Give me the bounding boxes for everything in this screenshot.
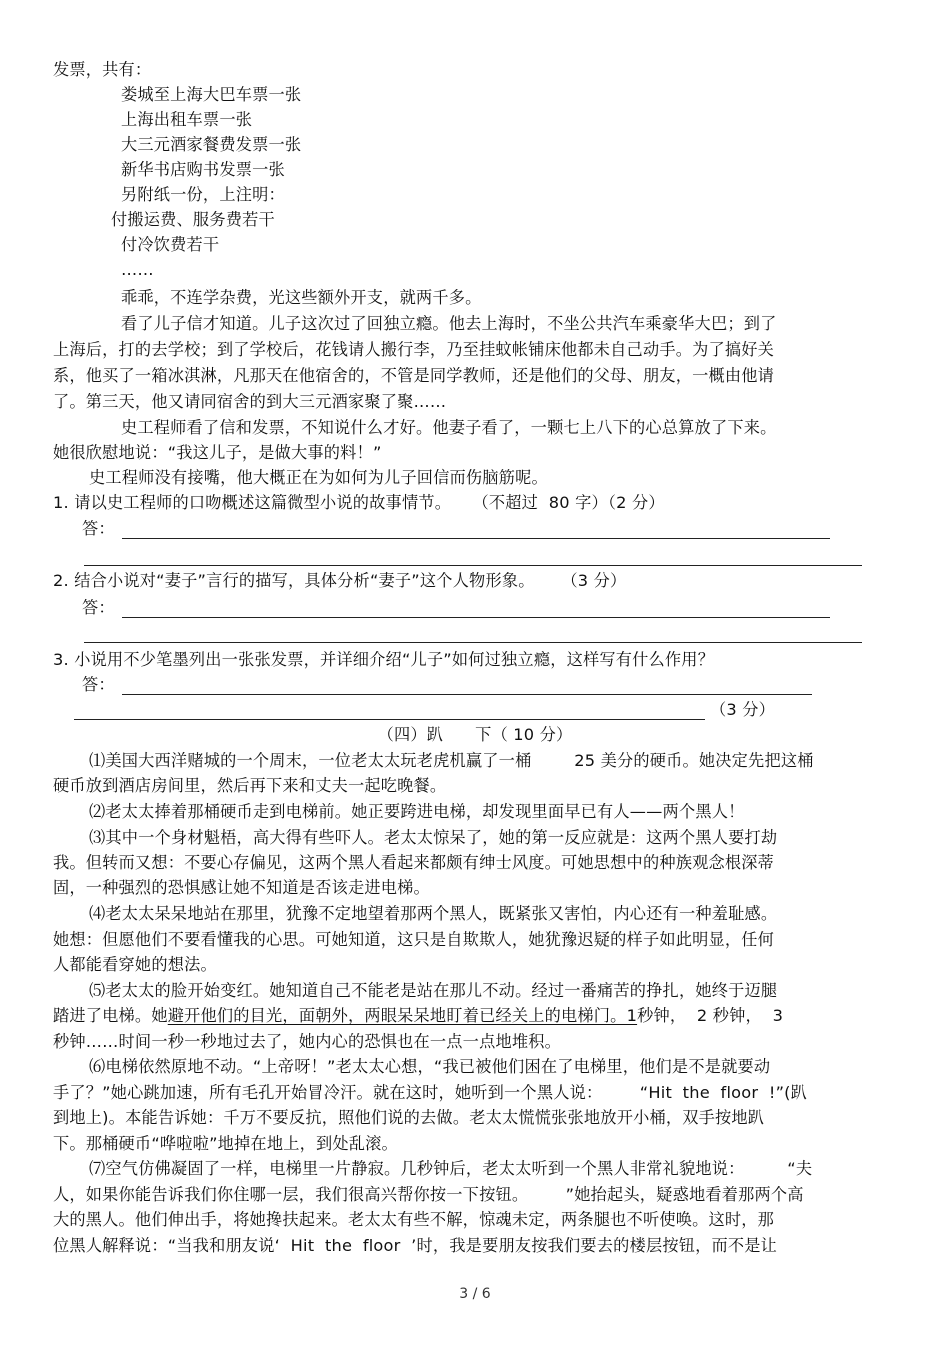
section-paragraph-line: 固，一种强烈的恐惧感让她不知道是否该走进电梯。 bbox=[53, 878, 430, 897]
receipt-item: 付搬运费、服务费若干 bbox=[111, 210, 275, 229]
story-paragraph: 乖乖，不连学杂费，光这些额外开支，就两千多。 bbox=[121, 288, 482, 307]
section-paragraph-line: ⑴美国大西洋赌城的一个周末，一位老太太玩老虎机赢了一桶 25 美分的硬币。她决定先把这桶 bbox=[89, 751, 814, 770]
section-paragraph-line bbox=[53, 1004, 783, 1028]
plain-text: 秒钟， 2 秒钟， 3 bbox=[637, 1006, 784, 1025]
question-1: 1. 请以史工程师的口吻概述这篇微型小说的故事情节。 （不超过 80 字）（2 分） bbox=[53, 493, 665, 512]
question-2: 2. 结合小说对“妻子”言行的描写，具体分析“妻子”这个人物形象。 （3 分） bbox=[53, 571, 627, 590]
story-paragraph-line: 看了儿子信才知道。儿子这次过了回独立瘾。他去上海时，不坐公共汽车乘豪华大巴；到了 bbox=[121, 314, 777, 333]
section-paragraph-line: 下。那桶硬币“哗啦啦”地掉在地上，到处乱滚。 bbox=[53, 1134, 398, 1153]
section-paragraph-line: ⑶其中一个身材魁梧，高大得有些吓人。老太太惊呆了，她的第一反应就是：这两个黑人要打劫 bbox=[89, 828, 778, 847]
section-paragraph-line: 硬币放到酒店房间里，然后再下来和丈夫一起吃晚餐。 bbox=[53, 776, 447, 795]
answer-line[interactable] bbox=[84, 642, 862, 643]
story-paragraph-line: 上海后，打的去学校；到了学校后，花钱请人搬行李，乃至挂蚊帐铺床他都未自己动手。为了搞好关 bbox=[53, 340, 775, 359]
answer-line[interactable] bbox=[122, 617, 830, 618]
receipt-item: 大三元酒家餐费发票一张 bbox=[121, 135, 302, 154]
answer-label: 答： bbox=[82, 519, 115, 538]
section-paragraph-line: 位黑人解释说：“当我和朋友说‘ Hit the floor ’时，我是要朋友按我们要去的楼层按钮，而不是让 bbox=[53, 1236, 778, 1255]
section-paragraph-line: ⑹电梯依然原地不动。“上帝呀！”老太太心想，“我已被他们困在了电梯里，他们是不是就要动 bbox=[89, 1057, 771, 1076]
section-paragraph-line: 人都能看穿她的想法。 bbox=[53, 955, 217, 974]
receipt-item: 上海出租车票一张 bbox=[121, 110, 253, 129]
section-paragraph-line: ⑺空气仿佛凝固了一样，电梯里一片静寂。几秒钟后，老太太听到一个黑人非常礼貌地说： “夫 bbox=[89, 1159, 813, 1178]
section-paragraph-line: ⑷老太太呆呆地站在那里，犹豫不定地望着那两个黑人，既紧张又害怕，内心还有一种羞耻感。 bbox=[89, 904, 778, 923]
answer-line[interactable] bbox=[84, 565, 862, 566]
receipt-intro: 发票，共有： bbox=[53, 60, 152, 79]
story-paragraph-line: 她很欣慰地说：“我这儿子，是做大事的料！” bbox=[53, 443, 382, 462]
answer-line[interactable] bbox=[74, 719, 705, 720]
section-paragraph-line: ⑸老太太的脸开始变红。她知道自己不能老是站在那儿不动。经过一番痛苦的挣扎，她终于迈腿 bbox=[89, 981, 778, 1000]
section-paragraph-line: 大的黑人。他们伸出手，将她搀扶起来。老太太有些不解，惊魂未定，两条腿也不听使唤。这时，那 bbox=[53, 1210, 775, 1229]
plain-text: 踏进了电梯。她 bbox=[53, 1006, 168, 1025]
section-paragraph-line: 秒钟……时间一秒一秒地过去了，她内心的恐惧也在一点一点地堆积。 bbox=[53, 1032, 562, 1051]
section-paragraph-line: 到地上)。本能告诉她：千万不要反抗，照他们说的去做。老太太慌慌张张地放开小桶，双手按地趴 bbox=[53, 1108, 765, 1127]
section-heading: （四）趴 下（ 10 分） bbox=[377, 725, 573, 744]
story-paragraph-line: 了。第三天，他又请同宿舍的到大三元酒家聚了聚…… bbox=[53, 392, 447, 411]
section-paragraph-line: 她想：但愿他们不要看懂我的心思。可她知道，这只是自欺欺人，她犹豫迟疑的样子如此明显，任何 bbox=[53, 930, 775, 949]
answer-label: 答： bbox=[82, 598, 115, 617]
section-paragraph-line: ⑵老太太捧着那桶硬币走到电梯前。她正要跨进电梯，却发现里面早已有人——两个黑人！ bbox=[89, 802, 745, 821]
receipt-item: …… bbox=[121, 260, 154, 279]
answer-line[interactable] bbox=[122, 538, 830, 539]
story-paragraph: 史工程师没有接嘴，他大概正在为如何为儿子回信而伤脑筋呢。 bbox=[89, 468, 548, 487]
question-3-score: （3 分） bbox=[710, 700, 776, 719]
section-paragraph-line: 我。但转而又想：不要心存偏见，这两个黑人看起来都颇有绅士风度。可她思想中的种族观念根深蒂 bbox=[53, 853, 775, 872]
story-paragraph-line: 系，他买了一箱冰淇淋，凡那天在他宿舍的，不管是同学教师，还是他们的父母、朋友，一概由他请 bbox=[53, 366, 775, 385]
answer-line[interactable] bbox=[122, 694, 812, 695]
story-paragraph-line: 史工程师看了信和发票，不知说什么才好。他妻子看了，一颗七上八下的心总算放了下来。 bbox=[121, 418, 777, 437]
answer-label: 答： bbox=[82, 675, 115, 694]
receipt-item: 娄城至上海大巴车票一张 bbox=[121, 85, 302, 104]
receipt-item: 新华书店购书发票一张 bbox=[121, 160, 285, 179]
underlined-text: 避开他们的目光，面朝外，两眼呆呆地盯着已经关上的电梯门。1 bbox=[167, 1006, 638, 1025]
question-3: 3. 小说用不少笔墨列出一张张发票，并详细介绍“儿子”如何过独立瘾，这样写有什么作用？ bbox=[53, 650, 715, 669]
page-number: 3 / 6 bbox=[459, 1286, 491, 1302]
receipt-item: 付冷饮费若干 bbox=[121, 235, 220, 254]
section-paragraph-line: 人，如果你能告诉我们你住哪一层，我们很高兴帮你按一下按钮。 ”她抬起头，疑惑地看着那两个高 bbox=[53, 1185, 804, 1204]
section-paragraph-line: 手了？”她心跳加速，所有毛孔开始冒冷汗。就在这时，她听到一个黑人说： “Hit the floor !”(趴 bbox=[53, 1083, 808, 1102]
receipt-item: 另附纸一份，上注明： bbox=[121, 185, 285, 204]
